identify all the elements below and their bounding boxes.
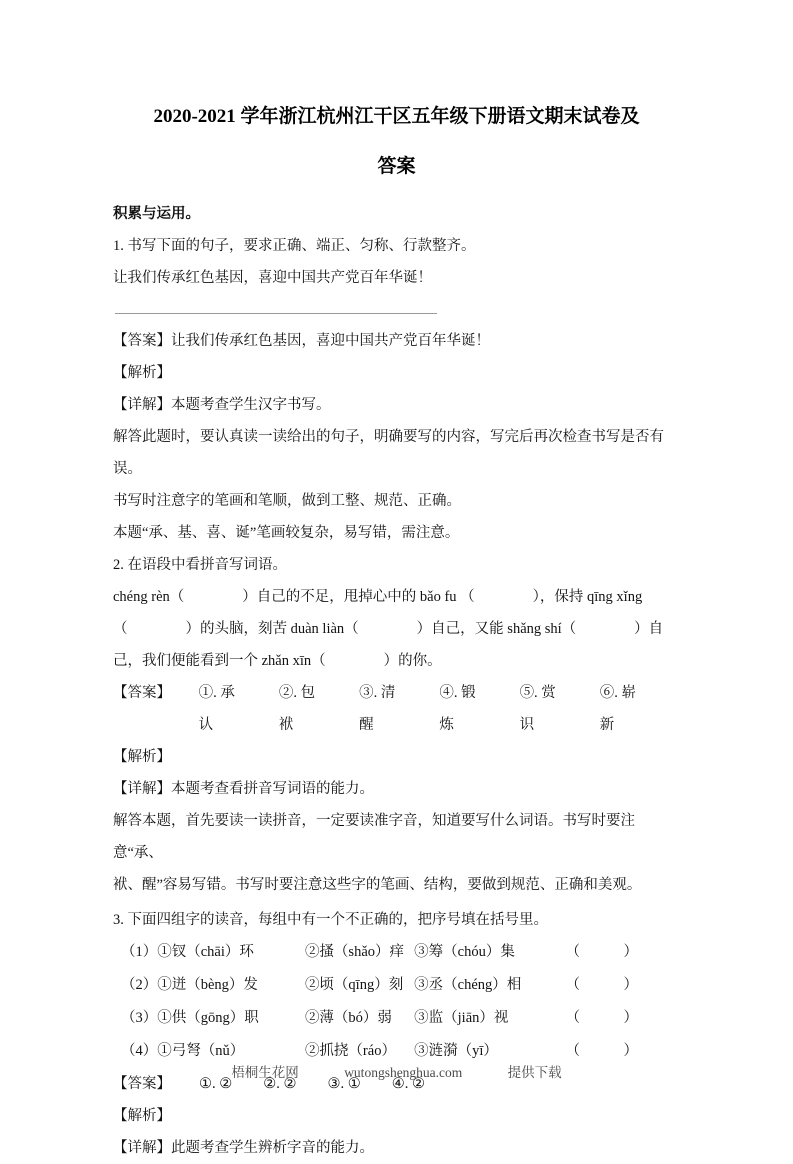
q2-passage-line1: chéng rèn（ ）自己的不足，甩掉心中的 bǎo fu （ ），保持 qīng xǐng — [113, 589, 643, 605]
q2-analysis-label: 【解析】 — [113, 749, 171, 765]
q3-option-1: （2）①迸（bèng）发 — [121, 977, 258, 993]
document-title — [113, 92, 680, 192]
q2-prompt: 2. 在语段中看拼音写词语。 — [113, 557, 287, 573]
q1-detail-1: 【详解】本题考查学生汉字书写。 — [113, 397, 331, 413]
q3-option-3: ③丞（chéng）相 — [414, 977, 522, 993]
q2-answer-item: ⑤. 赏识 — [519, 685, 556, 733]
q3-option-3: ③涟漪（yī） — [414, 1043, 498, 1059]
q3-group-row — [113, 969, 680, 1002]
q1-answer: 【答案】让我们传承红色基因，喜迎中国共产党百年华诞！ — [113, 333, 490, 349]
q3-option-2: ②顷（qīng）刻 — [304, 977, 404, 993]
q3-analysis-label: 【解析】 — [113, 1108, 171, 1124]
q1-analysis-label: 【解析】 — [113, 365, 171, 381]
q3-option-1: （3）①供（gōng）职 — [121, 1010, 259, 1026]
document-title-line2: 答案 — [377, 156, 416, 177]
q1-prompt: 1. 书写下面的句子，要求正确、端正、匀称、行款整齐。 — [113, 238, 476, 254]
q2-answer — [113, 677, 680, 741]
q3-answer-item: ④. ② — [391, 1076, 425, 1092]
q2-passage-line3: 己，我们便能看到一个 zhǎn xīn（ ）的你。 — [113, 653, 442, 669]
q3-option-2: ②薄（bó）弱 — [304, 1010, 392, 1026]
q3-detail-1: 【详解】此题考查学生辨析字音的能力。 — [113, 1140, 374, 1156]
q2-detail-3: 袱、醒”容易写错。书写时要注意这些字的笔画、结构，要做到规范、正确和美观。 — [113, 877, 642, 893]
footer-site-url: wutongshenghua.com — [344, 1065, 463, 1080]
q3-answer-item: ③. ① — [327, 1076, 361, 1092]
document-title-line1: 2020-2021 学年浙江杭州江干区五年级下册语文期末试卷及 — [153, 106, 640, 127]
q3-option-3: ③监（jiān）视 — [414, 1010, 509, 1026]
q2-answer-item: ①. 承认 — [198, 685, 235, 733]
q3-option-3: ③筹（chóu）集 — [414, 944, 515, 960]
q3-answer-item: ①. ② — [199, 1076, 233, 1092]
q3-answer-blank: （ ） — [565, 944, 638, 960]
q2-detail-2: 解答本题，首先要读一读拼音，一定要读准字音，知道要写什么词语。书写时要注意“承、 — [113, 813, 635, 861]
q3-option-2: ②搔（shǎo）痒 — [304, 944, 405, 960]
q2-answer-item: ③. 清醒 — [359, 685, 396, 733]
section-header: 积累与运用。 — [113, 206, 200, 222]
q2-answer-item: ⑥. 崭新 — [599, 685, 637, 733]
q3-answer-blank: （ ） — [565, 1010, 638, 1026]
q3-answer-blank: （ ） — [565, 1043, 638, 1059]
q3-option-1: （4）①弓弩（nǔ） — [121, 1043, 245, 1059]
writing-blank-line — [115, 313, 437, 314]
q2-answer-label: 【答案】 — [113, 685, 171, 701]
q1-sentence: 让我们传承红色基因，喜迎中国共产党百年华诞！ — [113, 270, 432, 286]
q1-detail-2: 解答此题时，要认真读一读给出的句子，明确要写的内容，写完后再次检查书写是否有误。 — [113, 429, 664, 477]
q3-answer-item: ②. ② — [263, 1076, 297, 1092]
q3-group-row — [113, 936, 680, 969]
page-footer — [0, 1064, 793, 1082]
q3-group-row — [113, 1002, 680, 1035]
q2-detail-1: 【详解】本题考查看拼音写词语的能力。 — [113, 781, 374, 797]
q3-option-2: ②抓挠（ráo） — [304, 1043, 396, 1059]
q3-option-1: （1）①钗（chāi）环 — [121, 944, 254, 960]
q3-answer-blank: （ ） — [565, 977, 638, 993]
footer-site-name: 梧桐生花网 — [231, 1065, 299, 1080]
q3-answer-label: 【答案】 — [113, 1076, 171, 1092]
q2-answer-item: ④. 锻炼 — [439, 685, 476, 733]
footer-download-text: 提供下载 — [507, 1065, 562, 1080]
q1-detail-4: 本题“承、基、喜、诞”笔画较复杂，易写错，需注意。 — [113, 525, 460, 541]
q2-passage-line2: （ ）的头脑，刻苦 duàn liàn（ ）自己，又能 shǎng shí（ ）自 — [113, 621, 664, 637]
q1-detail-3: 书写时注意字的笔画和笔顺，做到工整、规范、正确。 — [113, 493, 461, 509]
q3-prompt: 3. 下面四组字的读音，每组中有一个不正确的，把序号填在括号里。 — [113, 912, 548, 928]
q2-answer-item: ②. 包袱 — [278, 685, 316, 733]
